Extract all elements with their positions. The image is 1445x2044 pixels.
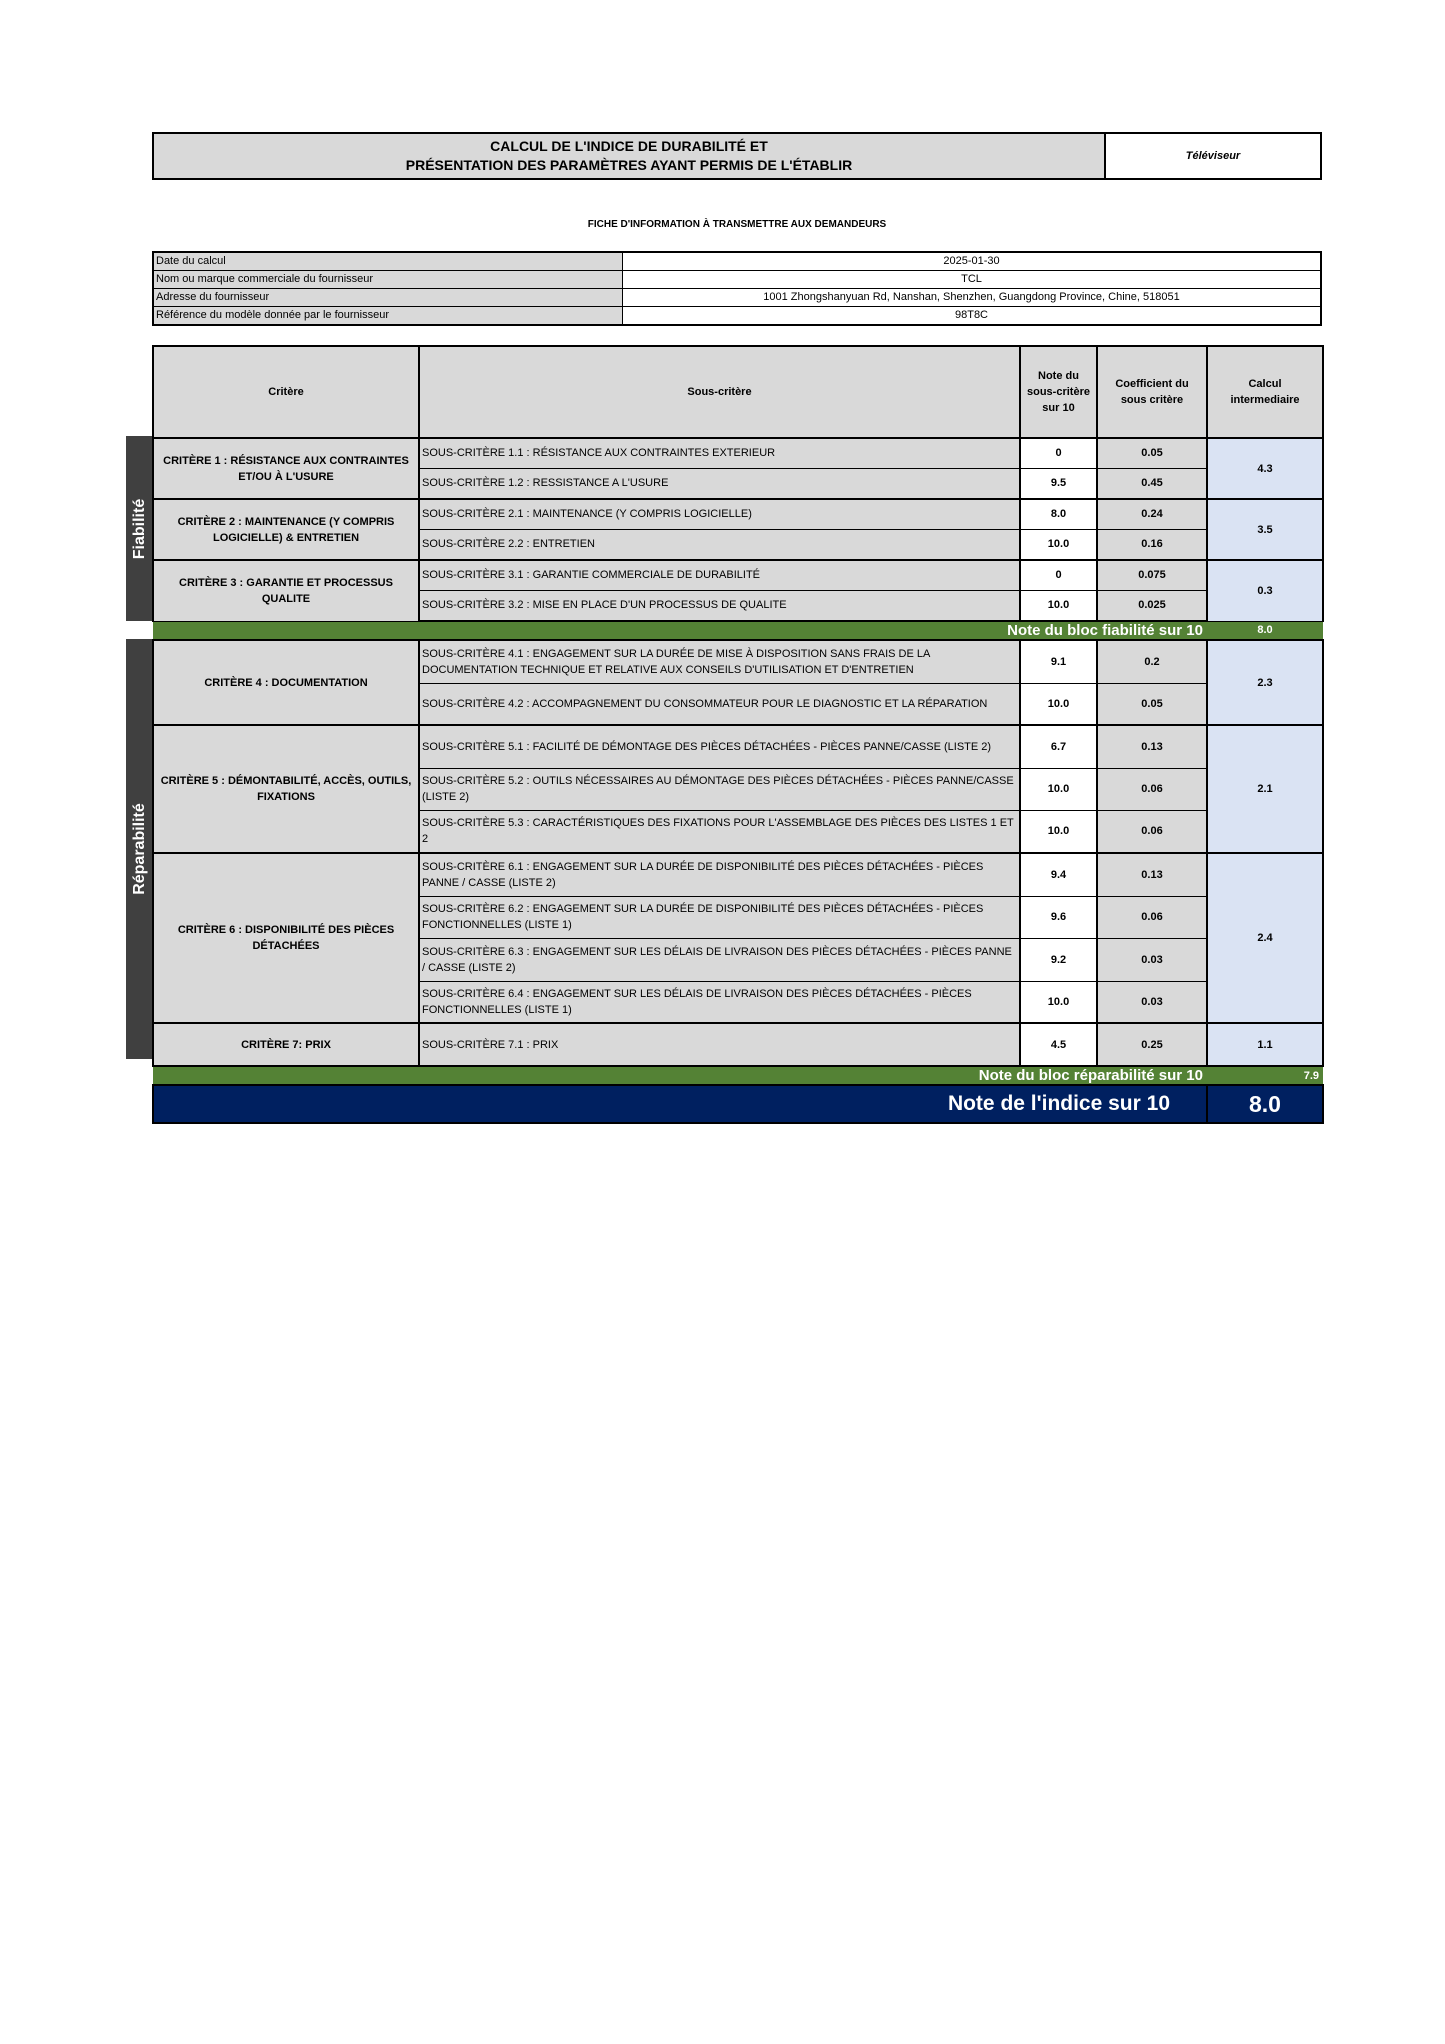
sub-criterion-note: 9.4 xyxy=(1020,853,1097,896)
reparabilite-total-label: Note du bloc réparabilité sur 10 xyxy=(153,1066,1207,1085)
sub-criterion-note: 9.6 xyxy=(1020,896,1097,938)
info-value: TCL xyxy=(623,271,1322,289)
sub-criterion-coef: 0.03 xyxy=(1097,938,1207,981)
table-row xyxy=(153,499,1323,529)
table-row xyxy=(153,1023,1323,1066)
info-value: 2025-01-30 xyxy=(623,252,1322,271)
sub-criterion-note: 10.0 xyxy=(1020,590,1097,621)
fiabilite-total-value: 8.0 xyxy=(1207,621,1323,640)
index-total-row xyxy=(153,1085,1323,1123)
sub-criterion-coef: 0.24 xyxy=(1097,499,1207,529)
criterion-name: CRITÈRE 5 : DÉMONTABILITÉ, ACCÈS, OUTILS, FIXATIONS xyxy=(153,725,419,853)
table-row xyxy=(153,640,1323,683)
sub-criterion-note: 9.2 xyxy=(1020,938,1097,981)
info-label: Adresse du fournisseur xyxy=(153,289,623,307)
sub-criterion-note: 9.5 xyxy=(1020,468,1097,499)
criterion-calc: 2.1 xyxy=(1207,725,1323,853)
sub-criterion: SOUS-CRITÈRE 5.3 : CARACTÉRISTIQUES DES FIXATIONS POUR L'ASSEMBLAGE DES PIÈCES DES LISTES 1 ET 2 xyxy=(419,810,1020,853)
criterion-name: CRITÈRE 6 : DISPONIBILITÉ DES PIÈCES DÉTACHÉES xyxy=(153,853,419,1023)
sub-criterion-coef: 0.13 xyxy=(1097,725,1207,768)
sub-criterion: SOUS-CRITÈRE 6.4 : ENGAGEMENT SUR LES DÉLAIS DE LIVRAISON DES PIÈCES DÉTACHÉES - PIÈCES FONCTIONNELLES (LISTE 1) xyxy=(419,981,1020,1023)
sub-criterion: SOUS-CRITÈRE 1.2 : RESSISTANCE A L'USURE xyxy=(419,468,1020,499)
sub-criterion: SOUS-CRITÈRE 6.1 : ENGAGEMENT SUR LA DURÉE DE DISPONIBILITÉ DES PIÈCES DÉTACHÉES - PIÈCES PANNE / CASSE (LISTE 2) xyxy=(419,853,1020,896)
sub-criterion-note: 10.0 xyxy=(1020,981,1097,1023)
sub-criterion-note: 0 xyxy=(1020,560,1097,590)
sub-criterion: SOUS-CRITÈRE 2.1 : MAINTENANCE (Y COMPRIS LOGICIELLE) xyxy=(419,499,1020,529)
sub-criterion-coef: 0.25 xyxy=(1097,1023,1207,1066)
supplier-info-table xyxy=(152,251,1322,326)
info-row-address xyxy=(153,289,1321,307)
criterion-name: CRITÈRE 2 : MAINTENANCE (Y COMPRIS LOGICIELLE) & ENTRETIEN xyxy=(153,499,419,560)
sub-criterion-coef: 0.2 xyxy=(1097,640,1207,683)
sub-criterion-note: 10.0 xyxy=(1020,683,1097,725)
reparabilite-total-value: 7.9 xyxy=(1207,1066,1323,1085)
criterion-name: CRITÈRE 1 : RÉSISTANCE AUX CONTRAINTES ET/OU À L'USURE xyxy=(153,438,419,499)
sub-criterion: SOUS-CRITÈRE 2.2 : ENTRETIEN xyxy=(419,529,1020,560)
criterion-calc: 3.5 xyxy=(1207,499,1323,560)
criterion-calc: 1.1 xyxy=(1207,1023,1323,1066)
criterion-calc: 2.4 xyxy=(1207,853,1323,1023)
fiabilite-total-row xyxy=(153,621,1323,640)
criterion-name: CRITÈRE 4 : DOCUMENTATION xyxy=(153,640,419,725)
info-row-model xyxy=(153,307,1321,326)
info-label: Nom ou marque commerciale du fournisseur xyxy=(153,271,623,289)
sub-criterion-note: 4.5 xyxy=(1020,1023,1097,1066)
info-row-brand xyxy=(153,271,1321,289)
sub-criterion: SOUS-CRITÈRE 5.1 : FACILITÉ DE DÉMONTAGE DES PIÈCES DÉTACHÉES - PIÈCES PANNE/CASSE (LISTE 2) xyxy=(419,725,1020,768)
sheet-title-line-2: PRÉSENTATION DES PARAMÈTRES AYANT PERMIS DE L'ÉTABLIR xyxy=(405,157,853,173)
band-fiabilite xyxy=(126,436,153,621)
sub-criterion: SOUS-CRITÈRE 7.1 : PRIX xyxy=(419,1023,1020,1066)
criterion-name: CRITÈRE 7: PRIX xyxy=(153,1023,419,1066)
sub-criterion-coef: 0.06 xyxy=(1097,896,1207,938)
info-value: 1001 Zhongshanyuan Rd, Nanshan, Shenzhen, Guangdong Province, Chine, 518051 xyxy=(623,289,1322,307)
sub-criterion: SOUS-CRITÈRE 3.2 : MISE EN PLACE D'UN PROCESSUS DE QUALITE xyxy=(419,590,1020,621)
sub-criterion: SOUS-CRITÈRE 4.2 : ACCOMPAGNEMENT DU CONSOMMATEUR POUR LE DIAGNOSTIC ET LA RÉPARATION xyxy=(419,683,1020,725)
table-row xyxy=(153,725,1323,768)
sub-criterion-coef: 0.025 xyxy=(1097,590,1207,621)
sub-criterion-coef: 0.13 xyxy=(1097,853,1207,896)
col-note: Note du sous-critère sur 10 xyxy=(1020,346,1097,438)
criteria-table xyxy=(152,345,1324,1124)
sub-criterion-coef: 0.03 xyxy=(1097,981,1207,1023)
col-calcul: Calcul intermediaire xyxy=(1207,346,1323,438)
index-total-label: Note de l'indice sur 10 xyxy=(153,1085,1207,1123)
product-category: Téléviseur xyxy=(1185,150,1241,162)
col-sous-critere: Sous-critère xyxy=(419,346,1020,438)
info-label: Date du calcul xyxy=(153,252,623,271)
criterion-calc: 4.3 xyxy=(1207,438,1323,499)
col-coefficient: Coefficient du sous critère xyxy=(1097,346,1207,438)
sub-criterion-coef: 0.16 xyxy=(1097,529,1207,560)
table-row xyxy=(153,560,1323,590)
sub-criterion-coef: 0.05 xyxy=(1097,438,1207,468)
sheet-title-line-1: CALCUL DE L'INDICE DE DURABILITÉ ET xyxy=(490,138,768,154)
table-row xyxy=(153,438,1323,468)
sub-criterion-note: 0 xyxy=(1020,438,1097,468)
col-critere: Critère xyxy=(153,346,419,438)
sub-criterion-note: 10.0 xyxy=(1020,810,1097,853)
sub-criterion-coef: 0.05 xyxy=(1097,683,1207,725)
info-row-date xyxy=(153,252,1321,271)
sub-criterion-coef: 0.06 xyxy=(1097,768,1207,810)
sub-criterion: SOUS-CRITÈRE 3.1 : GARANTIE COMMERCIALE DE DURABILITÉ xyxy=(419,560,1020,590)
sub-criterion: SOUS-CRITÈRE 5.2 : OUTILS NÉCESSAIRES AU DÉMONTAGE DES PIÈCES DÉTACHÉES - PIÈCES PANNE/CASSE (LISTE 2) xyxy=(419,768,1020,810)
reparabilite-total-row xyxy=(153,1066,1323,1085)
sub-criterion: SOUS-CRITÈRE 1.1 : RÉSISTANCE AUX CONTRAINTES EXTERIEUR xyxy=(419,438,1020,468)
info-value: 98T8C xyxy=(623,307,1322,326)
criteria-table-header xyxy=(153,346,1323,438)
criterion-calc: 2.3 xyxy=(1207,640,1323,725)
table-row xyxy=(153,853,1323,896)
sub-criterion-note: 10.0 xyxy=(1020,529,1097,560)
band-reparabilite xyxy=(126,639,153,1059)
band-reparabilite-label: Réparabilité xyxy=(130,803,148,895)
sub-criterion-note: 8.0 xyxy=(1020,499,1097,529)
band-fiabilite-label: Fiabilité xyxy=(130,498,148,559)
sub-criterion: SOUS-CRITÈRE 4.1 : ENGAGEMENT SUR LA DURÉE DE MISE À DISPOSITION SANS FRAIS DE LA DOCUMENTATION TECHNIQUE ET RELATIVE AUX CONSEILS D'UTILISATION ET D'ENTRETIEN xyxy=(419,640,1020,683)
index-total-value: 8.0 xyxy=(1207,1085,1323,1123)
sub-criterion-note: 6.7 xyxy=(1020,725,1097,768)
info-label: Référence du modèle donnée par le fournisseur xyxy=(153,307,623,326)
criterion-calc: 0.3 xyxy=(1207,560,1323,621)
sub-criterion-note: 10.0 xyxy=(1020,768,1097,810)
sheet-title xyxy=(154,134,1106,178)
sub-criterion-coef: 0.06 xyxy=(1097,810,1207,853)
fiabilite-total-label: Note du bloc fiabilité sur 10 xyxy=(153,621,1207,640)
sub-criterion-coef: 0.45 xyxy=(1097,468,1207,499)
sub-criterion-note: 9.1 xyxy=(1020,640,1097,683)
sheet-subtitle: FICHE D'INFORMATION À TRANSMETTRE AUX DEMANDEURS xyxy=(587,219,887,230)
sub-criterion: SOUS-CRITÈRE 6.2 : ENGAGEMENT SUR LA DURÉE DE DISPONIBILITÉ DES PIÈCES DÉTACHÉES - PIÈCES FONCTIONNELLES (LISTE 1) xyxy=(419,896,1020,938)
sub-criterion: SOUS-CRITÈRE 6.3 : ENGAGEMENT SUR LES DÉLAIS DE LIVRAISON DES PIÈCES DÉTACHÉES - PIÈCES PANNE / CASSE (LISTE 2) xyxy=(419,938,1020,981)
criterion-name: CRITÈRE 3 : GARANTIE ET PROCESSUS QUALITE xyxy=(153,560,419,621)
sheet-header xyxy=(152,132,1322,180)
sub-criterion-coef: 0.075 xyxy=(1097,560,1207,590)
